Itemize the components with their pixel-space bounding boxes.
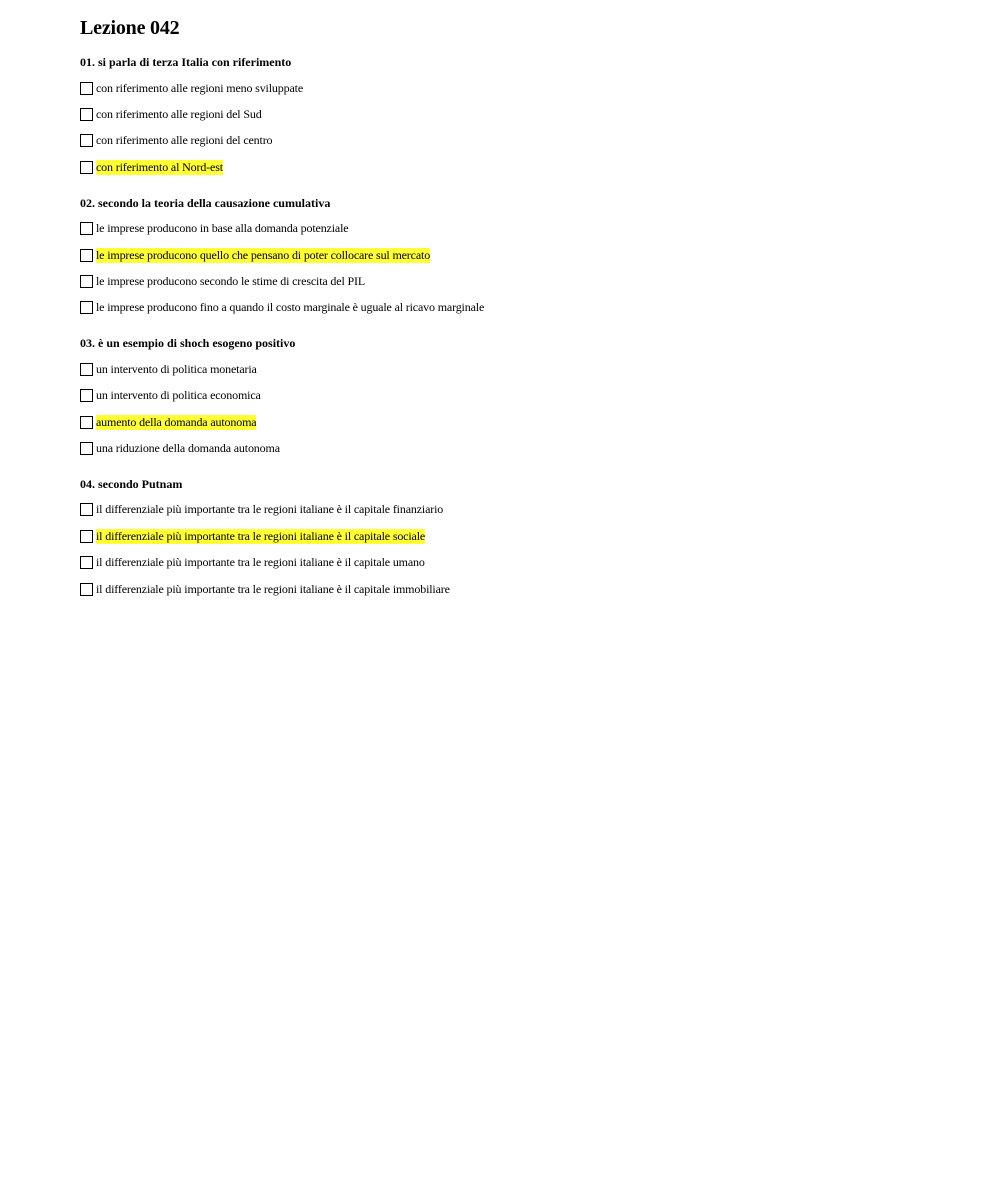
- checkbox[interactable]: [80, 363, 93, 376]
- question-03: [80, 335, 960, 462]
- question-01: [80, 54, 960, 181]
- checkbox[interactable]: [80, 530, 93, 543]
- answer-label: le imprese producono in base alla domanda potenziale: [96, 221, 349, 236]
- question-text: 01. si parla di terza Italia con riferimento: [80, 55, 292, 69]
- answer-label: il differenziale più importante tra le regioni italiane è il capitale immobiliare: [96, 581, 450, 596]
- checkbox[interactable]: [80, 249, 93, 262]
- checkbox[interactable]: [80, 416, 93, 429]
- answer-option[interactable]: [80, 409, 960, 435]
- answer-option[interactable]: [80, 523, 960, 549]
- answer-label: con riferimento alle regioni meno sviluppate: [96, 80, 303, 95]
- checkbox[interactable]: [80, 82, 93, 95]
- answer-option[interactable]: [80, 549, 960, 575]
- answer-label: con riferimento alle regioni del centro: [96, 133, 273, 148]
- answer-option[interactable]: [80, 576, 960, 602]
- question-text: 03. è un esempio di shoch esogeno positivo: [80, 336, 296, 351]
- answer-option[interactable]: [80, 383, 960, 409]
- answer-option[interactable]: [80, 101, 960, 127]
- checkbox[interactable]: [80, 161, 93, 174]
- answer-label: un intervento di politica monetaria: [96, 361, 257, 376]
- question-02: [80, 195, 960, 322]
- answer-option[interactable]: [80, 356, 960, 382]
- answer-option[interactable]: [80, 268, 960, 294]
- question-text: 04. secondo Putnam: [80, 476, 183, 491]
- checkbox[interactable]: [80, 442, 93, 455]
- answer-label: il differenziale più importante tra le regioni italiane è il capitale finanziario: [96, 502, 444, 517]
- answer-label: un intervento di politica economica: [96, 388, 261, 403]
- page-title: Lezione 042: [80, 17, 180, 39]
- answer-label-highlighted: aumento della domanda autonoma: [96, 414, 257, 429]
- answer-option[interactable]: [80, 216, 960, 242]
- answer-option[interactable]: [80, 242, 960, 268]
- answer-option[interactable]: [80, 435, 960, 461]
- answer-label: con riferimento alle regioni del Sud: [96, 107, 262, 122]
- answer-label: le imprese producono secondo le stime di crescita del PIL: [96, 274, 366, 289]
- answer-option[interactable]: [80, 75, 960, 101]
- checkbox[interactable]: [80, 222, 93, 235]
- question-04: [80, 476, 960, 603]
- answer-option[interactable]: [80, 295, 960, 321]
- answer-label-highlighted: con riferimento al Nord-est: [96, 159, 223, 174]
- answer-label: il differenziale più importante tra le regioni italiane è il capitale umano: [96, 555, 425, 570]
- answer-option[interactable]: [80, 497, 960, 523]
- checkbox[interactable]: [80, 583, 93, 596]
- checkbox[interactable]: [80, 275, 93, 288]
- checkbox[interactable]: [80, 134, 93, 147]
- answer-label: una riduzione della domanda autonoma: [96, 440, 280, 455]
- checkbox[interactable]: [80, 108, 93, 121]
- document-page: [80, 14, 960, 616]
- checkbox[interactable]: [80, 556, 93, 569]
- checkbox[interactable]: [80, 389, 93, 402]
- checkbox[interactable]: [80, 503, 93, 516]
- answer-label: le imprese producono fino a quando il costo marginale è uguale al ricavo marginale: [96, 300, 485, 315]
- answer-label-highlighted: le imprese producono quello che pensano di poter collocare sul mercato: [96, 247, 431, 262]
- checkbox[interactable]: [80, 301, 93, 314]
- answer-label-highlighted: il differenziale più importante tra le regioni italiane è il capitale sociale: [96, 528, 426, 543]
- answer-option[interactable]: [80, 128, 960, 154]
- question-text: 02. secondo la teoria della causazione cumulativa: [80, 195, 331, 210]
- answer-option[interactable]: [80, 154, 960, 180]
